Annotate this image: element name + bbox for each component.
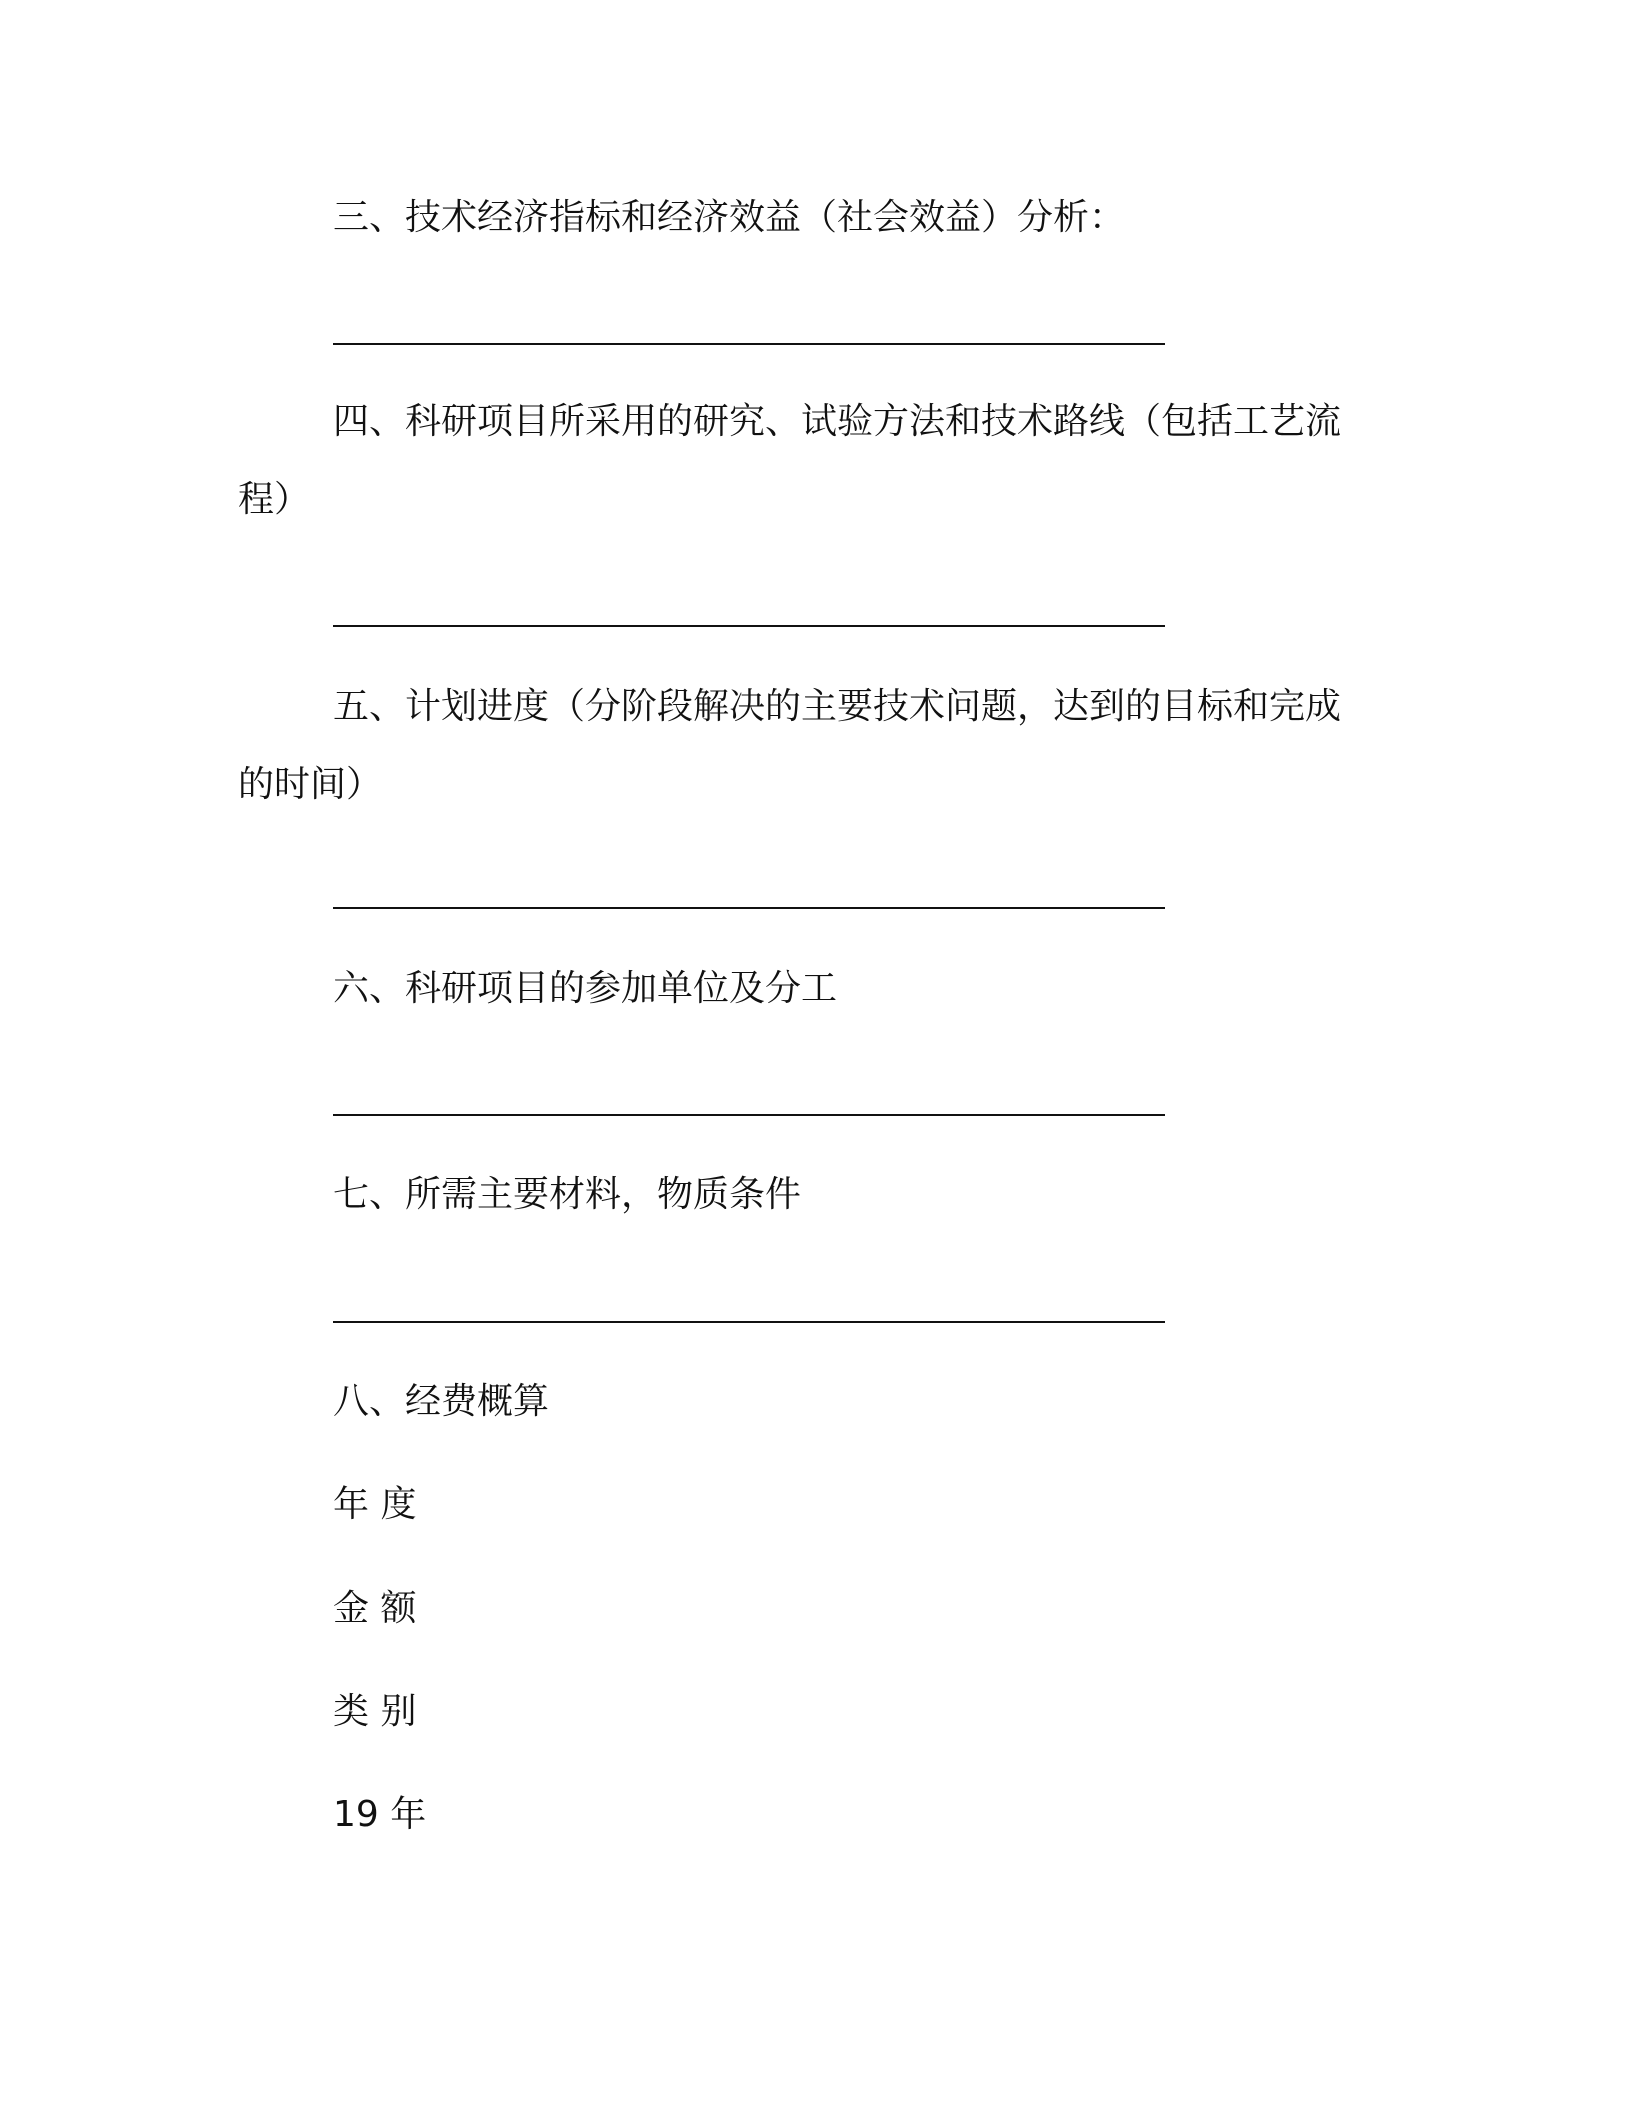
section-4-heading-continuation: 程） — [238, 479, 311, 520]
budget-amount-header: 金 额 — [333, 1588, 417, 1629]
budget-first-year: 19 年 — [333, 1794, 427, 1835]
section-7-answer-blank[interactable] — [333, 1321, 1165, 1323]
section-6-answer-blank[interactable] — [333, 1114, 1165, 1116]
section-5-heading-continuation: 的时间） — [238, 764, 383, 805]
section-4-answer-blank[interactable] — [333, 625, 1165, 627]
budget-category-header: 类 别 — [333, 1691, 417, 1732]
section-6-heading: 六、科研项目的参加单位及分工 — [333, 968, 838, 1009]
section-3-heading: 三、技术经济指标和经济效益（社会效益）分析： — [333, 197, 1126, 238]
section-4-heading: 四、科研项目所采用的研究、试验方法和技术路线（包括工艺流 — [333, 401, 1342, 442]
section-3-answer-blank[interactable] — [333, 343, 1165, 345]
budget-year-header: 年 度 — [333, 1484, 417, 1525]
section-8-heading: 八、经费概算 — [333, 1381, 550, 1422]
section-5-answer-blank[interactable] — [333, 907, 1165, 909]
section-5-heading: 五、计划进度（分阶段解决的主要技术问题，达到的目标和完成 — [333, 686, 1342, 727]
section-7-heading: 七、所需主要材料，物质条件 — [333, 1174, 802, 1215]
